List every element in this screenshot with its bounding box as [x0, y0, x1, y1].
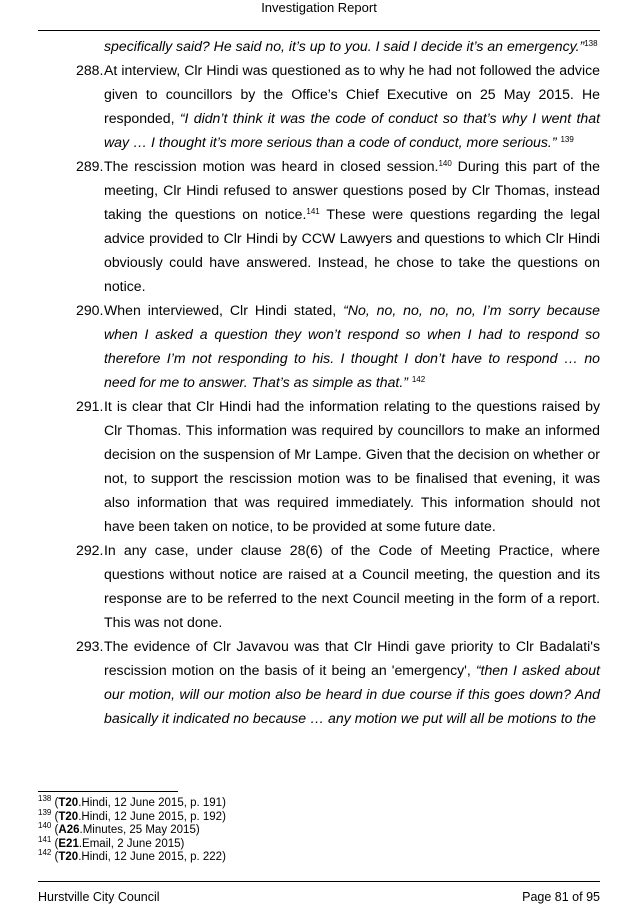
quote-text: specifically said? He said no, it’s up to you. I said I decide it’s an emergency.”	[104, 38, 585, 54]
numbered-paragraph	[38, 394, 600, 538]
text-run: In any case, under clause 28(6) of the Code of Meeting Practice, where questions without notice are raised at a Council meeting, the question and its response are to be referred to the next Council meeting in the form of a report. This was not done.	[104, 542, 600, 630]
footnotes	[38, 794, 226, 865]
paragraph-number: 290.	[76, 302, 104, 318]
footnote-ref: 140	[438, 159, 452, 168]
footnote-number: 141	[38, 834, 52, 844]
footnote-rule	[38, 791, 178, 792]
paragraph-text	[104, 394, 600, 538]
text-run: These were questions regarding the legal advice provided to Clr Hindi by CCW Lawyers and questions to which Clr Hindi obviously could have answered. Instead, he chose to take the questions on notice.	[104, 206, 600, 294]
paragraph-text	[104, 634, 600, 730]
footnote-line: $^{141}$ (E21.Email, 2 June 2015)	[38, 834, 185, 850]
paragraph-text	[104, 154, 600, 298]
footnote-source-ref: T20	[58, 810, 79, 823]
footnote-ref: 142	[411, 375, 426, 384]
paragraph-text	[104, 58, 600, 154]
footnote-line: $^{139}$ (T20.Hindi, 12 June 2015, p. 192)	[38, 807, 226, 823]
footnote-detail: .Email, 2 June 2015)	[78, 837, 185, 850]
footnote-detail: .Minutes, 25 May 2015)	[79, 824, 200, 837]
footer-page-number: Page 81 of 95	[522, 890, 600, 904]
numbered-paragraph	[38, 298, 600, 394]
paragraph-list	[38, 58, 600, 730]
footnote-detail: .Hindi, 12 June 2015, p. 192)	[78, 810, 226, 823]
footnote-line: $^{140}$ (A26.Minutes, 25 May 2015)	[38, 821, 200, 837]
numbered-paragraph	[38, 538, 600, 634]
footnote-number: 138	[38, 794, 52, 803]
text-run: During this part of the meeting, Clr Hindi refused to answer questions posed by Clr Thomas, instead taking the questions on notice.	[104, 158, 600, 222]
paragraph-number: 293.	[76, 638, 104, 654]
paragraph-text	[104, 298, 600, 394]
text-run: The rescission motion was heard in closed session.	[104, 158, 439, 174]
footnote-detail: .Hindi, 12 June 2015, p. 222)	[78, 851, 226, 864]
numbered-paragraph	[38, 154, 600, 298]
header-rule	[38, 30, 600, 31]
paragraph-number: 288.	[76, 62, 104, 78]
page-header-title: Investigation Report	[261, 0, 377, 15]
footnote-source-ref: E21	[58, 837, 79, 850]
numbered-paragraph	[38, 58, 600, 154]
text-run: At interview, Clr Hindi was questioned as to why he had not followed the advice given to councillors by the Office’s Chief Executive on 25 May 2015. He responded,	[104, 62, 600, 126]
report-body	[38, 34, 600, 730]
footnote-line: $^{138}$ (T20.Hindi, 12 June 2015, p. 191)	[38, 794, 226, 809]
footnote-source-ref: T20	[58, 851, 79, 864]
quote-text: “I didn’t think it was the code of conduct so that’s why I went that way … I thought it’s more serious than a code of conduct, more serious.”	[104, 110, 600, 150]
footnote-number: 142	[38, 848, 52, 858]
numbered-paragraph	[38, 634, 600, 730]
footnote-number: 139	[38, 807, 52, 817]
footnote-ref: 139	[560, 135, 574, 144]
text-run: The evidence of Clr Javavou was that Clr Hindi gave priority to Clr Badalati's rescission motion on the basis of it being an 'emergency',	[104, 638, 600, 678]
text-run: When interviewed, Clr Hindi stated,	[104, 302, 344, 318]
quote-text: “No, no, no, no, no, I’m sorry because when I asked a question they won’t respond so when I had to respond so therefore I’m not responding to his. I thought I don’t have to respond … no need for me to answer. That’s as simple as that.”	[104, 302, 601, 390]
footnote-source-ref: A26	[58, 824, 80, 837]
paragraph-text	[104, 538, 600, 634]
text-run: It is clear that Clr Hindi had the information relating to the questions raised by Clr Thomas. This information was required by councillors to make an informed decision on the suspension of Mr Lampe. Given that the decision on whether or not, to support the rescission motion was to be finalised that evening, it was also information that was required immediately. This information should not have been taken on notice, to be provided at some future date.	[104, 398, 600, 534]
footnote-ref: 138	[584, 39, 598, 48]
paragraph-number: 292.	[76, 542, 104, 558]
footnote-number: 140	[38, 821, 52, 831]
footnote-line: $^{142}$ (T20.Hindi, 12 June 2015, p. 222)	[38, 848, 226, 864]
footnote-detail: .Hindi, 12 June 2015, p. 191)	[78, 797, 226, 809]
footer-organisation: Hurstville City Council	[38, 890, 160, 904]
paragraph-number: 289.	[76, 158, 104, 174]
paragraph-number: 291.	[76, 398, 104, 414]
quote-text: “then I asked about our motion, will our motion also be heard in due course if this goes down? And basically it indicated no because … any motion we put will all be motions to the	[104, 662, 600, 726]
continued-quote	[104, 34, 600, 58]
footnote-ref: 141	[306, 207, 320, 216]
footnote-source-ref: T20	[58, 797, 79, 809]
footer-rule	[38, 881, 600, 882]
